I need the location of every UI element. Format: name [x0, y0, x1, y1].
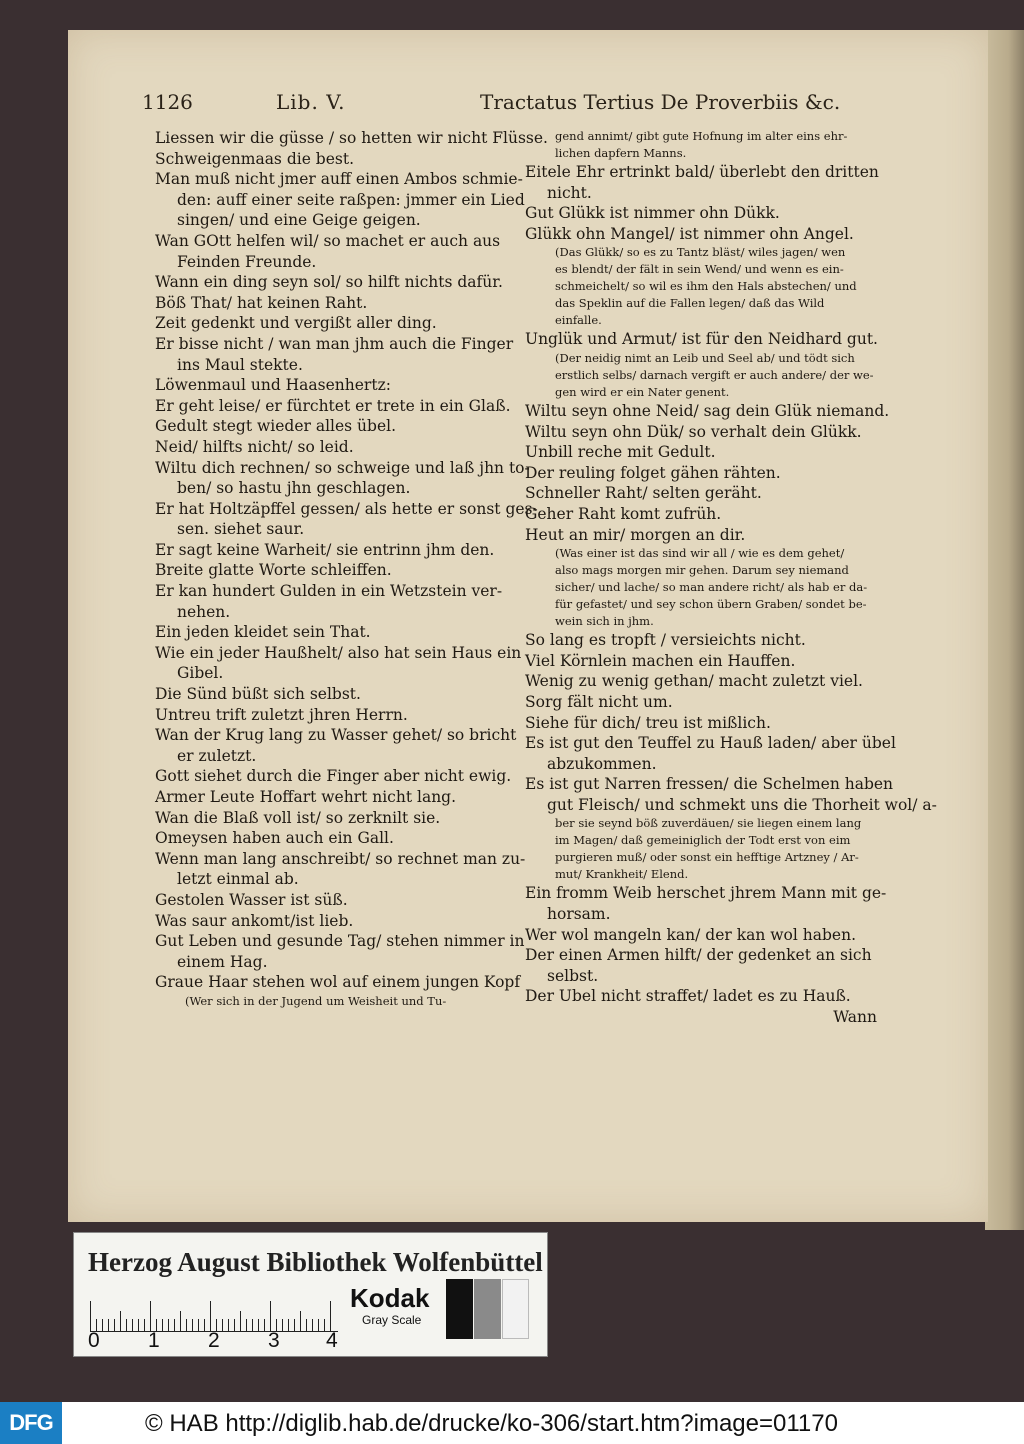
proverb-line: einem Hag.	[177, 952, 268, 971]
proverb-line: Heut an mir/ morgen an dir.	[525, 525, 746, 544]
institution-name: Herzog August Bibliothek Wolfenbüttel	[88, 1247, 543, 1277]
ruler-scale	[90, 1295, 338, 1332]
proverb-note-line: also mags morgen mir gehen. Darum sey niemand	[555, 563, 849, 578]
proverb-line: letzt einmal ab.	[177, 870, 299, 889]
proverb-line: Gott siehet durch die Finger aber nicht ewig.	[155, 767, 512, 786]
proverb-line: Wann ein ding seyn sol/ so hilft nichts dafür.	[155, 273, 503, 292]
proverb-line: Geher Raht komt zufrüh.	[525, 504, 722, 523]
dfg-logo: DFG	[0, 1402, 62, 1444]
proverb-note-line: mut/ Krankheit/ Elend.	[555, 867, 689, 882]
proverb-note-line: für gefastet/ und sey schon übern Graben/ sondet be-	[555, 597, 867, 612]
proverb-line: Feinden Freunde.	[177, 252, 317, 271]
proverb-line: Wiltu seyn ohn Dük/ so verhalt dein Glükk.	[525, 422, 862, 441]
page-number: 1126	[142, 90, 193, 114]
proverb-line: Unglük und Armut/ ist für den Neidhard gut.	[525, 330, 878, 349]
proverb-note-line: es blendt/ der fält in sein Wend/ und wenn es ein-	[555, 262, 844, 277]
proverb-note-line: purgieren muß/ oder sonst ein hefftige Artzney / Ar-	[555, 850, 859, 865]
proverb-line: nicht.	[547, 183, 592, 202]
proverb-line: abzukommen.	[547, 754, 657, 773]
proverb-line: er zuletzt.	[177, 746, 257, 765]
ruler-tick	[300, 1311, 301, 1331]
proverb-line: Viel Körnlein machen ein Hauffen.	[525, 651, 796, 670]
proverb-note-line: gend annimt/ gibt gute Hofnung im alter eins ehr-	[555, 129, 848, 143]
ruler-number: 3	[268, 1329, 280, 1352]
proverb-line: Armer Leute Hoffart wehrt nicht lang.	[155, 788, 457, 806]
proverb-line: horsam.	[547, 905, 611, 924]
proverb-line: Wenig zu wenig gethan/ macht zuletzt viel.	[525, 672, 863, 691]
proverb-line: nehen.	[177, 602, 231, 621]
proverb-line: Gibel.	[177, 664, 224, 683]
proverb-note-line: gen wird er ein Nater genent.	[555, 384, 730, 399]
proverb-line: Glükk ohn Mangel/ ist nimmer ohn Angel.	[525, 224, 854, 243]
ruler-number: 4	[326, 1329, 338, 1352]
book-section: Lib. V.	[276, 90, 346, 114]
ruler-tick	[90, 1301, 91, 1331]
proverb-line: Untreu trift zuletzt jhren Herrn.	[155, 705, 408, 724]
proverb-line: Eitele Ehr ertrinkt bald/ überlebt den dritten	[525, 163, 879, 181]
ruler-tick	[210, 1301, 211, 1331]
ruler-tick	[270, 1301, 271, 1331]
proverb-note-line: das Speklin auf die Fallen legen/ daß das Wild	[555, 296, 825, 311]
proverb-line: Omeysen haben auch ein Gall.	[155, 829, 394, 848]
proverb-line: Der Ubel nicht straffet/ ladet es zu Hauß.	[525, 987, 851, 1006]
proverb-line: singen/ und eine Geige geigen.	[177, 211, 421, 230]
proverb-line: Wan der Krug lang zu Wasser gehet/ so bricht	[155, 726, 517, 745]
proverb-line: Er hat Holtzäpffel gessen/ als hette er sonst ges-	[155, 499, 538, 518]
proverb-note-line: lichen dapfern Manns.	[555, 146, 687, 160]
proverb-line: Liessen wir die güsse / so hetten wir nicht Flüsse.	[155, 129, 548, 147]
proverb-line: Die Sünd büßt sich selbst.	[155, 685, 361, 704]
proverb-line: Schneller Raht/ selten geräht.	[525, 484, 762, 503]
proverb-line: Er bisse nicht / wan man jhm auch die Finger	[155, 334, 514, 353]
proverb-line: ins Maul stekte.	[177, 355, 303, 374]
proverb-line: Wiltu seyn ohne Neid/ sag dein Glük niemand.	[525, 401, 890, 420]
proverb-line: selbst.	[547, 966, 599, 985]
proverb-line: Wenn man lang anschreibt/ so rechnet man zu-	[155, 849, 526, 868]
proverb-line: Ein fromm Weib herschet jhrem Mann mit ge-	[525, 884, 887, 903]
proverb-line: Neid/ hilfts nicht/ so leid.	[155, 437, 354, 456]
proverb-line: Siehe für dich/ treu ist mißlich.	[525, 713, 771, 732]
proverb-line: So lang es tropft / versieichts nicht.	[525, 631, 806, 650]
proverb-note-line: (Der neidig nimt an Leib und Seel ab/ und tödt sich	[555, 350, 855, 365]
proverb-note-line: (Wer sich in der Jugend um Weisheit und Tu-	[185, 993, 447, 1008]
proverb-line: Unbill reche mit Gedult.	[525, 443, 716, 462]
color-calibration-card	[73, 1232, 548, 1357]
proverb-line: Gestolen Wasser ist süß.	[155, 890, 348, 909]
ruler-tick	[240, 1311, 241, 1331]
proverb-line: Graue Haar stehen wol auf einem jungen Kopf	[155, 973, 521, 992]
ruler-tick	[330, 1301, 331, 1331]
proverb-line: Gut Glükk ist nimmer ohn Dükk.	[525, 204, 780, 223]
kodak-logo: Kodak	[350, 1283, 430, 1313]
proverb-line: Wiltu dich rechnen/ so schweige und laß jhn to-	[155, 458, 530, 477]
right-column	[525, 128, 945, 1028]
proverb-line: Wan die Blaß voll ist/ so zerknilt sie.	[155, 808, 441, 827]
proverb-line: Er geht leise/ er fürchtet er trete in ein Glaß.	[155, 396, 511, 415]
proverb-line: Es ist gut den Teuffel zu Hauß laden/ aber übel	[525, 734, 896, 753]
next-page-edge	[985, 30, 1024, 1230]
proverb-line: Wan GOtt helfen wil/ so machet er auch aus	[155, 231, 501, 250]
proverb-line: Er sagt keine Warheit/ sie entrinn jhm den.	[155, 540, 495, 559]
running-title: Tractatus Tertius De Proverbiis &c.	[480, 90, 841, 114]
proverb-note-line: ber sie seynd böß zuverdäuen/ sie liegen einem lang	[555, 816, 862, 831]
proverb-line: Ein jeden kleidet sein That.	[155, 623, 371, 642]
proverb-line: Breite glatte Worte schleiffen.	[155, 561, 392, 580]
proverb-note-line: erstlich selbs/ darnach vergift er auch andere/ der we-	[555, 367, 874, 382]
ruler-tick	[180, 1311, 181, 1331]
ruler-number: 2	[208, 1329, 220, 1352]
proverb-note-line: (Was einer ist das sind wir all / wie es dem gehet/	[555, 546, 845, 561]
ruler-number: 0	[88, 1329, 100, 1352]
proverb-note-line: im Magen/ daß gemeiniglich der Todt erst von eim	[555, 833, 851, 848]
proverb-line: Er kan hundert Gulden in ein Wetzstein ver-	[155, 582, 503, 601]
ruler-numbers	[84, 1329, 344, 1351]
white-swatch	[502, 1279, 529, 1339]
ruler-tick	[150, 1301, 151, 1331]
proverb-line: Schweigenmaas die best.	[155, 149, 355, 168]
proverb-line: Wann	[833, 1008, 877, 1027]
proverb-line: Man muß nicht jmer auff einen Ambos schmie-	[155, 170, 523, 189]
footer-bar	[0, 1402, 1024, 1444]
black-swatch	[446, 1279, 473, 1339]
proverb-line: gut Fleisch/ und schmekt uns die Thorheit wol/ a-	[547, 795, 937, 814]
page-header	[142, 82, 862, 122]
proverb-line: sen. siehet saur.	[177, 520, 305, 539]
proverb-note-line: einfalle.	[555, 313, 602, 328]
gray-scale-label: Gray Scale	[362, 1313, 422, 1327]
proverb-note-line: sicher/ und lache/ so man andere richt/ als hab er da-	[555, 580, 868, 595]
ruler-tick	[120, 1311, 121, 1331]
proverb-line: Es ist gut Narren fressen/ die Schelmen haben	[525, 775, 894, 794]
copyright-link[interactable]: © HAB http://diglib.hab.de/drucke/ko-306/start.htm?image=01170	[145, 1410, 838, 1437]
left-column	[155, 128, 575, 1010]
proverb-line: Löwenmaul und Haasenhertz:	[155, 376, 391, 395]
gray-swatch	[474, 1279, 501, 1339]
proverb-line: Der einen Armen hilft/ der gedenket an sich	[525, 946, 872, 965]
proverb-line: Gut Leben und gesunde Tag/ stehen nimmer in	[155, 932, 525, 951]
proverb-line: Was saur ankomt/ist lieb.	[155, 911, 354, 930]
proverb-line: Wer wol mangeln kan/ der kan wol haben.	[525, 925, 856, 944]
proverb-line: ben/ so hastu jhn geschlagen.	[177, 479, 411, 498]
proverb-note-line: wein sich in jhm.	[555, 614, 654, 629]
proverb-line: Der reuling folget gähen rähten.	[525, 463, 781, 482]
proverb-note-line: schmeichelt/ so wil es ihm den Hals abstechen/ und	[555, 279, 857, 294]
proverb-note-line: (Das Glükk/ so es zu Tantz bläst/ wiles jagen/ wen	[555, 245, 846, 260]
proverb-line: Sorg fält nicht um.	[525, 692, 673, 711]
proverb-line: Zeit gedenkt und vergißt aller ding.	[155, 314, 437, 333]
proverb-line: Böß That/ hat keinen Raht.	[155, 293, 368, 312]
proverb-line: Gedult stegt wieder alles übel.	[155, 417, 397, 436]
proverb-line: Wie ein jeder Haußhelt/ also hat sein Haus ein	[155, 643, 522, 662]
ruler-number: 1	[148, 1329, 160, 1352]
proverb-line: den: auff einer seite raßpen: jmmer ein Lied	[177, 190, 525, 209]
